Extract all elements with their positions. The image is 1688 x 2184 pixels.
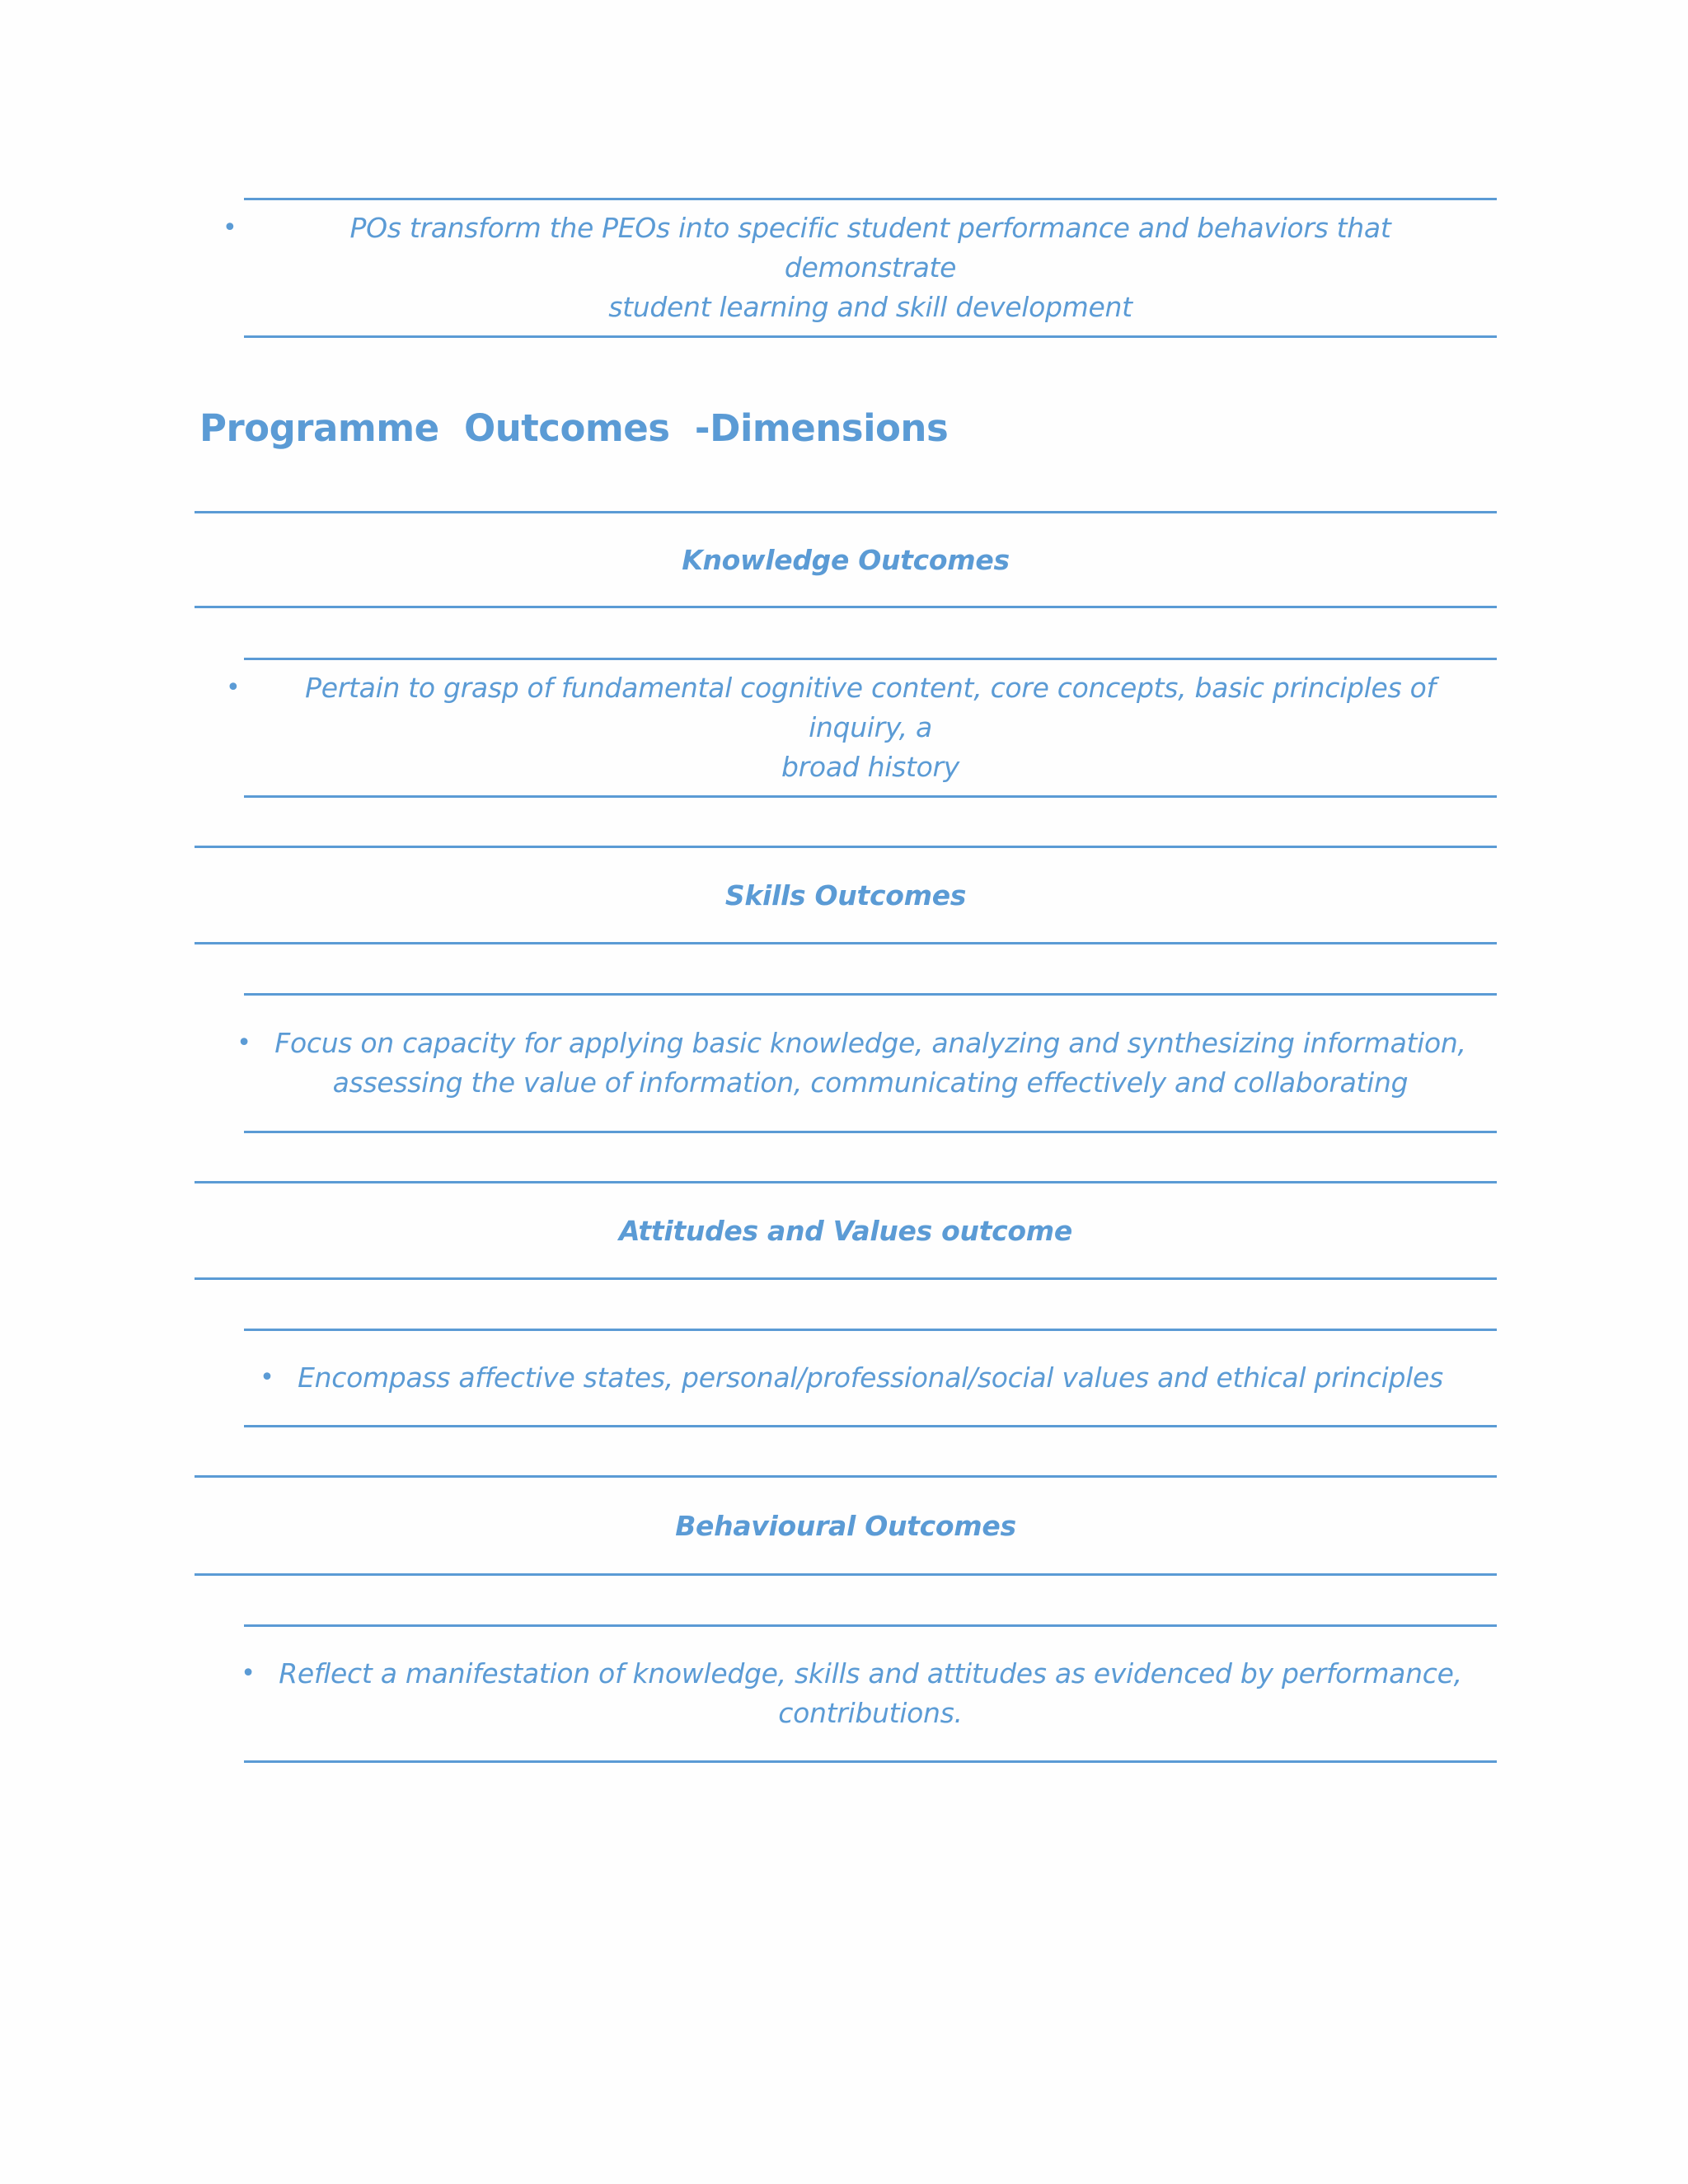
dimension-line-1: Encompass affective states, personal/professional/social values and ethical principles	[298, 1361, 1443, 1394]
section-title: Programme Outcomes -Dimensions	[199, 406, 949, 450]
dimension-line-1: Pertain to grasp of fundamental cognitive content, core concepts, basic principles of inquiry, a	[305, 672, 1436, 743]
dimension-line-2: broad history	[781, 751, 959, 783]
dimension-header-behavioural	[195, 1475, 1497, 1576]
dimension-header-attitudes	[195, 1181, 1497, 1280]
dimension-line-2: contributions.	[778, 1697, 963, 1729]
bullet-icon: •	[223, 213, 237, 242]
intro-line-2: student learning and skill development	[608, 291, 1132, 323]
dimension-heading: Knowledge Outcomes	[682, 543, 1010, 576]
dimension-heading: Skills Outcomes	[724, 879, 967, 912]
dimension-header-knowledge	[195, 511, 1497, 608]
dimension-text	[226, 668, 1497, 787]
dimension-line-2: assessing the value of information, communicating effectively and collaborating	[332, 1066, 1409, 1099]
dimension-line-1: Focus on capacity for applying basic knowledge, analyzing and synthesizing information,	[274, 1027, 1466, 1059]
intro-line-1: POs transform the PEOs into specific student performance and behaviors that demonstrate	[349, 212, 1391, 284]
dimension-line-1: Reflect a manifestation of knowledge, skills and attitudes as evidenced by performance,	[279, 1657, 1462, 1690]
dimension-text	[237, 1024, 1482, 1103]
dimension-text	[260, 1358, 1460, 1398]
dimension-bullet-skills	[237, 993, 1497, 1133]
dimension-text	[241, 1654, 1479, 1733]
dimension-header-skills	[195, 846, 1497, 944]
bullet-icon: •	[226, 673, 241, 702]
dimension-heading: Behavioural Outcomes	[675, 1509, 1016, 1542]
dimension-heading: Attitudes and Values outcome	[619, 1214, 1072, 1247]
bullet-icon: •	[241, 1659, 256, 1688]
intro-text	[223, 209, 1497, 327]
bullet-icon: •	[260, 1363, 274, 1392]
dimension-bullet-behavioural	[241, 1624, 1497, 1763]
intro-bullet-block	[223, 198, 1497, 338]
bullet-icon: •	[237, 1029, 251, 1057]
dimension-bullet-attitudes	[244, 1329, 1497, 1427]
dimension-bullet-knowledge	[226, 658, 1497, 798]
